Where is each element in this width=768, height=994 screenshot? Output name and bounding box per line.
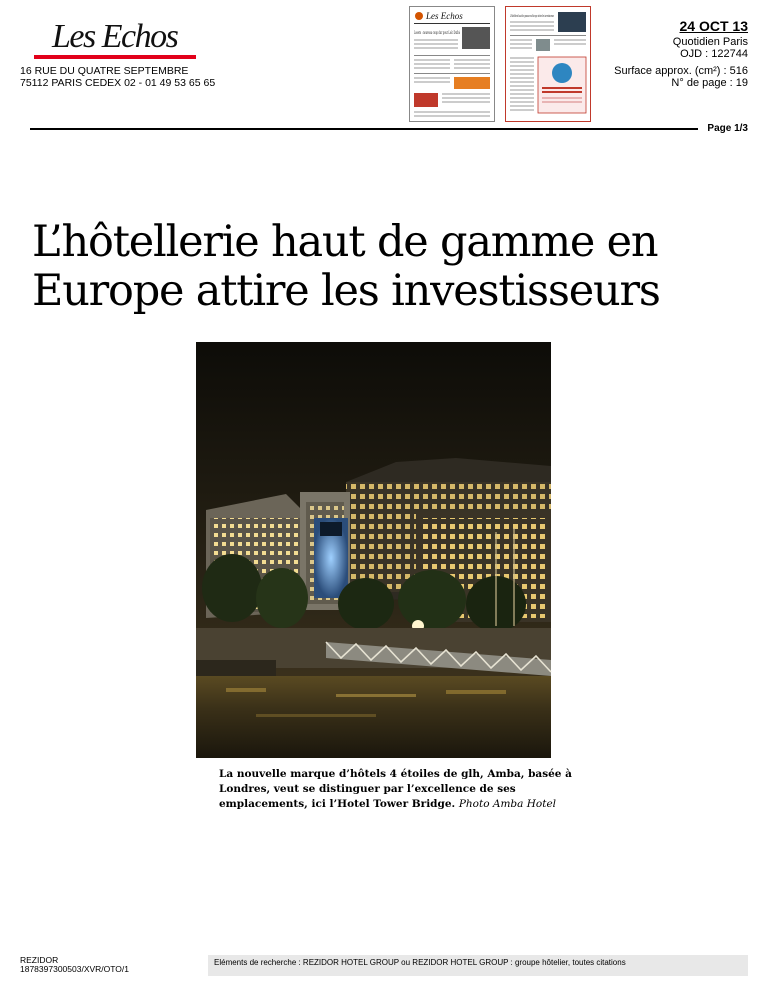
ojd-count: OJD : 122744 [680, 48, 748, 60]
publisher-address [20, 65, 215, 89]
article-headline [32, 218, 752, 316]
front-page-thumbnail-graphic [410, 7, 494, 121]
photo-caption [219, 767, 579, 812]
header-rule [30, 128, 698, 130]
address-line-2: 75112 PARIS CEDEX 02 - 01 49 53 65 65 [20, 77, 216, 89]
publication-date: 24 OCT 13 [679, 18, 748, 34]
search-terms: Eléments de recherche : REZIDOR HOTEL GROUP ou REZIDOR HOTEL GROUP : groupe hôtelier, toutes citations [214, 958, 626, 967]
client-name: REZIDOR [20, 955, 59, 965]
article-page-thumbnail [505, 6, 591, 122]
address-line-1: 16 RUE DU QUATRE SEPTEMBRE [20, 65, 189, 77]
article-page-thumbnail-graphic [506, 7, 590, 121]
reference-code: 1878397300503/XVR/OTO/1 [20, 964, 130, 974]
front-thumb-logo: Les Echos [426, 11, 463, 21]
les-echos-logo: Les Echos [52, 18, 178, 55]
article-thumb-headline: L'hôtellerie haut de gamme en Europe attire les investisseurs [510, 13, 554, 18]
photo-credit: Photo Amba Hotel [458, 798, 557, 810]
client-reference [20, 956, 129, 974]
page-number: N° de page : 19 [671, 77, 748, 89]
front-thumb-headline: Losers : nouveau coup dur pour Loïc Dufloi [414, 30, 461, 36]
publication-frequency: Quotidien Paris [672, 36, 748, 48]
headline-line-2: Europe attire les investisseurs [32, 266, 660, 316]
caption-text: La nouvelle marque d’hôtels 4 étoiles de glh, Amba, basée à Londres, veut se distinguer par l’excellence de ses emplacements, ici l’Hotel Tower Bridge. [219, 768, 572, 810]
logo-underline [34, 55, 196, 59]
hotel-tower-bridge-photo [196, 342, 551, 758]
page-counter: Page 1/3 [707, 123, 748, 134]
headline-line-1: L’hôtellerie haut de gamme en [32, 217, 658, 267]
front-page-thumbnail [409, 6, 495, 122]
hotel-night-scene-graphic [196, 342, 551, 758]
surface-area: Surface approx. (cm²) : 516 [614, 65, 748, 77]
